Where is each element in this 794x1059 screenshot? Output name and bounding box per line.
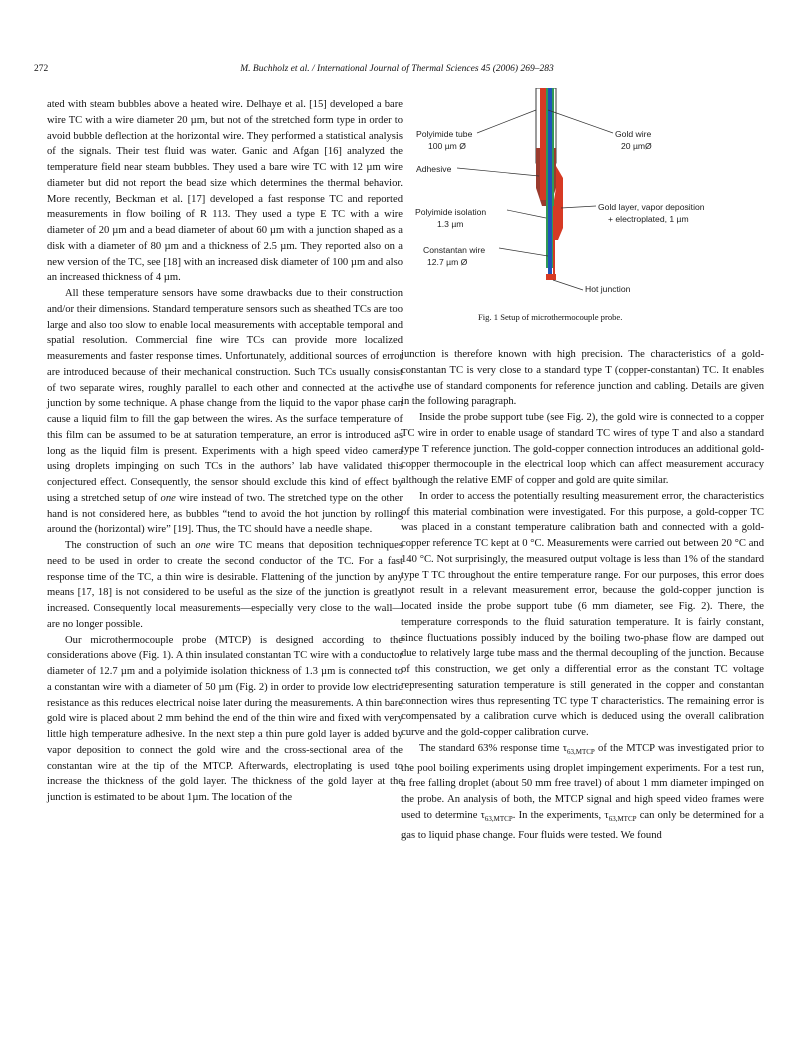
right-column [401, 347, 764, 843]
paragraph: All these temperature sensors have some drawbacks due to their construction and/or their dimensions. Standard temperature sensors such as sheathed TCs are too large and also too slow to enable local measurements with acceptable temporal and spatial resolution. Commercial fine wire TCs can provide more localized measurements and faster response times. Unfortunately, additional sources of error are introduced because of their mechanical construction. Such TCs usually consist of two separate wires, roughly parallel to each other and connected at the active junction by some technique. A phase change from the liquid to the vapor phase can cause a liquid film to fill the gap between the wires. As the surface temperature of this film can be assumed to be at saturation temperature, an error is introduced as long as the liquid film is present. Experiments with a high speed video camera using droplets impinging on such TCs in the authors’ lab have validated this conjectured effect. Consequently, the sensor should exclude this kind of effect by using a stretched setup of one wire instead of two. The stretched type on the other hand is not considered here, as bubbles “tend to avoid the hot junction by rolling around the (horizontal) wire” [19]. Thus, the TC should have a needle shape. [47, 288, 403, 536]
label-polyimide-isolation-size: 1.3 µm [437, 219, 464, 229]
paragraph: The construction of such an one wire TC means that deposition techniques need to be used in order to create the second conductor of the TC. For a fast response time of the TC, a thin wire is desirable. Flattening of the junction by any means [17, 18] is not considered to be useful as the size of the junction is greatly increased. Consequently local measurements—especially very close to the wall— are no longer possible. [47, 540, 404, 630]
label-polyimide-tube: Polyimide tube [416, 129, 473, 139]
gold-wire [540, 88, 546, 200]
label-gold-wire: Gold wire [615, 129, 652, 139]
label-gold-wire-size: 20 µmØ [621, 141, 652, 151]
tau-symbol: τ [562, 742, 567, 754]
label-constantan-wire-size: 12.7 µm Ø [427, 257, 468, 267]
label-gold-layer-2: + electroplated, 1 µm [608, 214, 689, 224]
paragraph: Inside the probe support tube (see Fig. 2), the gold wire is connected to a copper TC wire in order to enable usage of standard TC wires of type T and also a standard type T reference junction. The gold-copper connection introduces an additional gold-copper thermocouple in the electrical loop which can affect measurement accuracy although the relative EMF of copper and gold are quite similar. [401, 412, 764, 486]
figure-1 [413, 88, 773, 328]
label-constantan-wire: Constantan wire [423, 245, 486, 255]
paragraph: In order to access the potentially resulting measurement error, the characteristics of this material combination were investigated. For this purpose, a gold-copper TC was placed in a constant temperature calibration bath and connected with a gold-copper reference TC kept at 0 °C. Measurements were carried out between 20 °C and 140 °C. Not surprisingly, the measured output voltage is less than 1% of the standard type T TC throughout the entire temperature range. For our purposes, this error does not result in a relevant measurement error, because the gold-copper junction is located inside the probe support tube (6 mm diameter, see Fig. 2). There, the temperature corresponds to the fluid saturation temperature. It is fairly constant, since fluctuations possibly induced by the boiling two-phase flow are damped out due to relatively large tube mass and the thermal decoupling of the junction. Because of this construction, we get only a differential error as the constant TC voltage representing saturation temperature is still generated in the copper and constantan connection wires thus representing TC type T characteristics. The remaining error is compensated by a calibration curve which is deduced using the overall calibration curve and the gold-copper calibration curve. [401, 490, 764, 738]
left-column [47, 97, 403, 806]
paragraph: The standard 63% response time $\tau_{63,MTCP}$ of the MTCP was investigated prior to the pool boiling experiments using droplet impingement experiments. For a test run, a free falling droplet (about 50 mm free travel) of about 1 mm diameter impinged on the probe. An analysis of both, the MTCP signal and high speed video frames were used to determine $\tau_{63,MTCP}$. In the experiments, $\tau_{63,MTCP}$ can only be determined for a gas to liquid phase change. Four fluids were tested. We found [401, 742, 764, 841]
figure-caption: Fig. 1 Setup of microthermocouple probe. [478, 312, 623, 322]
hot-junction-tip [546, 274, 556, 280]
label-gold-layer: Gold layer, vapor deposition [598, 202, 705, 212]
label-polyimide-isolation: Polyimide isolation [415, 207, 487, 217]
running-header: M. Buchholz et al. / International Journal of Thermal Sciences 45 (2006) 269–283 [240, 64, 554, 74]
label-polyimide-tube-size: 100 µm Ø [428, 141, 466, 151]
page-number: 272 [34, 64, 49, 74]
emphasis: one [195, 540, 211, 551]
paragraph: ated with steam bubbles above a heated wire. Delhaye et al. [15] developed a bare wire TC with a wire diameter 20 µm, but not of the stretched form type in order to avoid bubble deflection at the horizontal wire. They performed a statistical analysis of the signals. Their test fluid was water. Ganic and Afgan [16] analyzed the temperature field near steam bubbles. They used a bare wire TC with 12 µm wire diameter but did not report the bead size which determines the thermal behavior. More recently, Beckman et al. [17] developed a fast response TC and reported measurements in flow boiling of R 113. They used a type E TC with a wire diameter of 20 µm and a bead diameter of about 60 µm with a junction shaped as a disk with a diameter of 80 µm and a thickness of 2.5 µm. They reported also on a new version of the TC, see [18] with an increased disk diameter of 100 µm and also an increased thickness of 4 µm. [47, 99, 403, 284]
paragraph: Our microthermocouple probe (MTCP) is designed according to the considerations above (Fig. 1). A thin insulated constantan TC wire with a conductor diameter of 12.7 µm and a polyimide isolation thickness of 1.3 µm is connected to a constantan wire with a diameter of 50 µm (Fig. 2) in order to provide low electric resistance as this reduces electrical noise later during the measurements. A thin bare gold wire is placed about 2 mm behind the end of the thin wire and fixed with very little high temperature adhesive. In the next step a thin pure gold layer is added by vapor deposition to connect the gold wire and the cross-sectional area of the constantan wire at the tip of the MTCP. Afterwards, electroplating is used to increase the thickness of the gold layer. The thickness of the gold layer at the junction is estimated to be about 1µm. The location of the [47, 634, 403, 803]
emphasis: one [160, 492, 176, 504]
label-adhesive: Adhesive [416, 164, 452, 174]
label-hot-junction: Hot junction [585, 284, 631, 294]
gold-coating [553, 206, 555, 274]
constantan-wire [548, 88, 552, 274]
paragraph: junction is therefore known with high precision. The characteristics of a gold-constantan TC is very close to a standard type T (copper-constantan) TC. It enables the use of standard components for reference junction and cabling. Details are given in the following paragraph. [401, 349, 764, 408]
